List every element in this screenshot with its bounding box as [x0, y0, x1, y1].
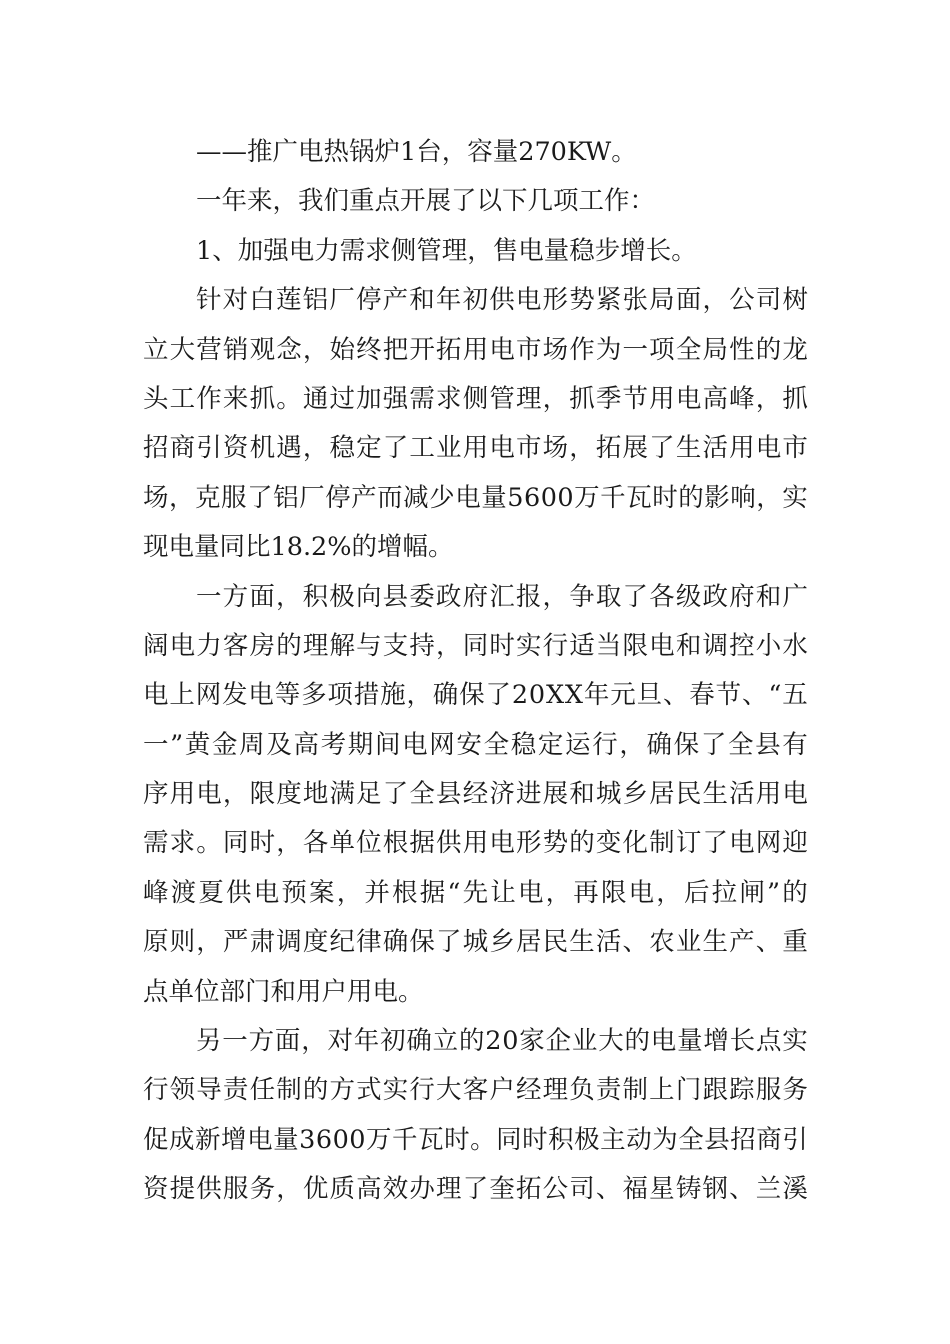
text-line: 场 ， 克 服 了 铝 厂 停 产 而 减 少 电 量 5 6 0 0 万 千 瓦 时 的 影 响 ， 实	[143, 482, 808, 513]
text-line: 峰 渡 夏 供 电 预 案 ， 并 根 据 “ 先 让 电 ， 再 限 电 ， 后 拉 闸 ” 的	[143, 877, 808, 908]
text-line: 1、加强电力需求侧管理，售电量稳步增长。	[196, 235, 697, 266]
text-line: 阔 电 力 客 房 的 理 解 与 支 持 ， 同 时 实 行 适 当 限 电 和 调 控 小 水	[143, 630, 808, 661]
document-body	[143, 128, 808, 1215]
text-line: 序 用 电 ， 限 度 地 满 足 了 全 县 经 济 进 展 和 城 乡 居 民 生 活 用 电	[143, 779, 808, 810]
text-line: 一 ” 黄 金 周 及 高 考 期 间 电 网 安 全 稳 定 运 行 ， 确 保 了 全 县 有	[143, 729, 808, 760]
text-line: ——推广电热锅炉1台，容量270KW。	[196, 137, 637, 167]
text-line: 行 领 导 责 任 制 的 方 式 实 行 大 客 户 经 理 负 责 制 上 门 跟 踪 服 务	[143, 1075, 808, 1106]
text-line: 原 则 ， 严 肃 调 度 纪 律 确 保 了 城 乡 居 民 生 活 、 农 业 生 产 、 重	[143, 927, 808, 958]
text-line: 招 商 引 资 机 遇 ， 稳 定 了 工 业 用 电 市 场 ， 拓 展 了 生 活 用 电 市	[143, 433, 808, 464]
text-line: 点单位部门和用户用电。	[143, 976, 424, 1007]
text-line: 头 工 作 来 抓 。 通 过 加 强 需 求 侧 管 理 ， 抓 季 节 用 电 高 峰 ， 抓	[143, 383, 808, 414]
text-line: 促 成 新 增 电 量 3 6 0 0 万 千 瓦 时 。 同 时 积 极 主 动 为 全 县 招 商 引	[143, 1124, 808, 1155]
text-line: 另 一 方 面 ， 对 年 初 确 立 的 2 0 家 企 业 大 的 电 量 增 长 点 实	[196, 1026, 808, 1057]
text-line: 针 对 白 莲 铝 厂 停 产 和 年 初 供 电 形 势 紧 张 局 面 ， 公 司 树	[196, 285, 808, 316]
text-line: 一年来，我们重点开展了以下几项工作：	[196, 186, 656, 217]
text-line: 电 上 网 发 电 等 多 项 措 施 ， 确 保 了 2 0 X X 年 元 旦 、 春 节 、 “ 五	[143, 680, 808, 711]
text-line: 一 方 面 ， 积 极 向 县 委 政 府 汇 报 ， 争 取 了 各 级 政 府 和 广	[196, 581, 808, 612]
text-line: 立 大 营 销 观 念 ， 始 终 把 开 拓 用 电 市 场 作 为 一 项 全 局 性 的 龙	[143, 334, 808, 365]
text-line: 现电量同比18.2%的增幅。	[143, 532, 454, 563]
text-line: 需 求 。 同 时 ， 各 单 位 根 据 供 用 电 形 势 的 变 化 制 订 了 电 网 迎	[143, 828, 808, 859]
text-line: 资 提 供 服 务 ， 优 质 高 效 办 理 了 奎 拓 公 司 、 福 星 铸 钢 、 兰 溪	[143, 1174, 808, 1205]
